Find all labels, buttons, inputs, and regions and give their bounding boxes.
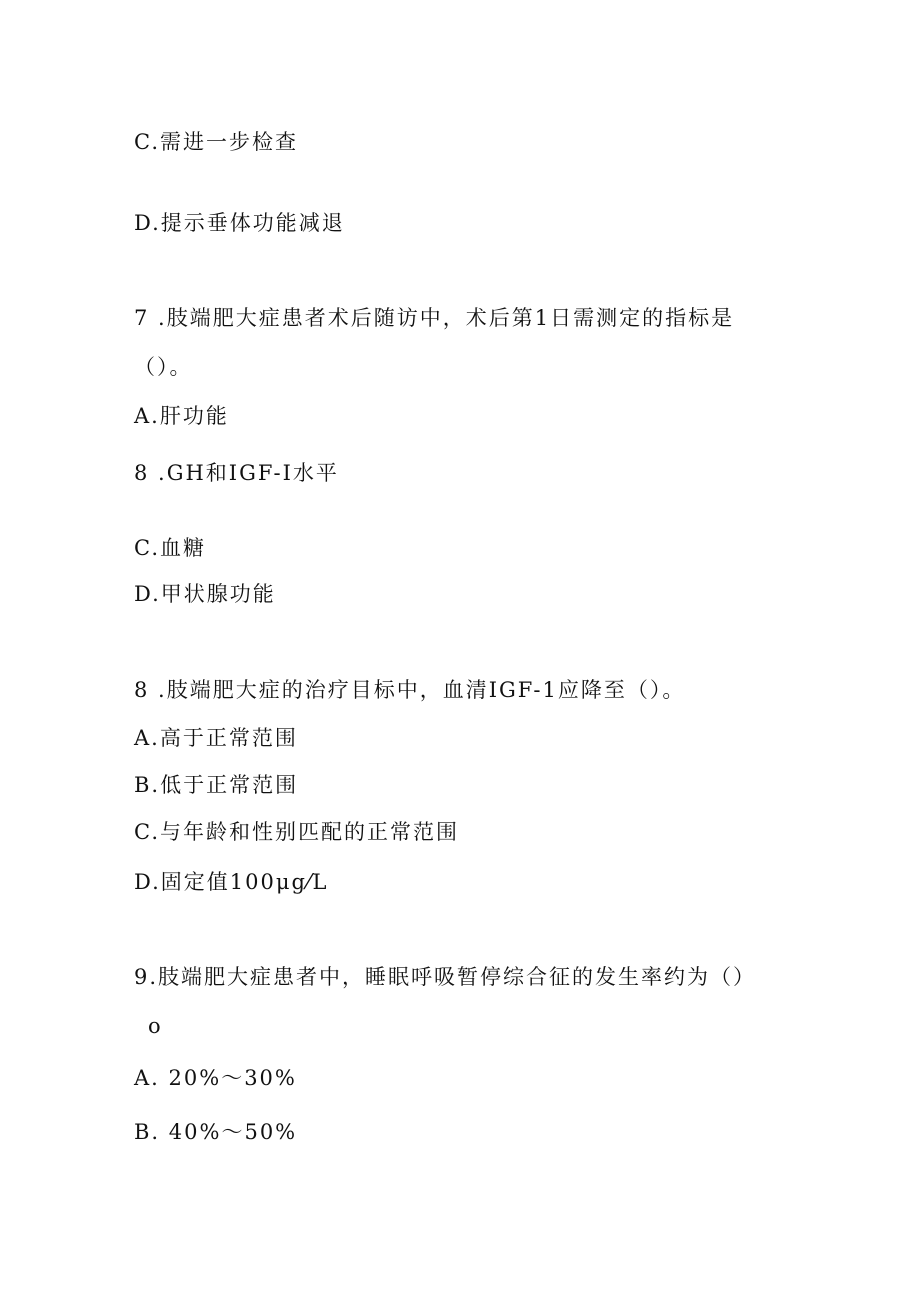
option-7c: C.血糖 (134, 536, 206, 560)
question-9-continuation: o (148, 1014, 163, 1038)
question-7: 7 .肢端肥大症患者术后随访中，术后第1日需测定的指标是 (134, 306, 735, 330)
question-7-continuation: （）。 (134, 355, 193, 379)
option-7b: 8 .GH和IGF-I水平 (134, 461, 339, 485)
option-8d: D.固定值100μg⁄L (134, 870, 329, 894)
option-8c: C.与年龄和性别匹配的正常范围 (134, 820, 459, 844)
option-7d: D.甲状腺功能 (134, 582, 276, 606)
option-9b: B. 40%～50% (134, 1120, 298, 1144)
option-8a: A.高于正常范围 (134, 726, 298, 750)
option-8b: B.低于正常范围 (134, 773, 299, 797)
question-9: 9.肢端肥大症患者中，睡眠呼吸暂停综合征的发生率约为（） (134, 965, 757, 989)
option-6c: C.需进一步检查 (134, 130, 298, 154)
option-6d: D.提示垂体功能减退 (134, 211, 345, 235)
option-7a: A.肝功能 (134, 404, 229, 428)
option-9a: A. 20%～30% (134, 1066, 297, 1090)
question-8: 8 .肢端肥大症的治疗目标中，血清IGF-1应降至（）。 (134, 678, 686, 702)
